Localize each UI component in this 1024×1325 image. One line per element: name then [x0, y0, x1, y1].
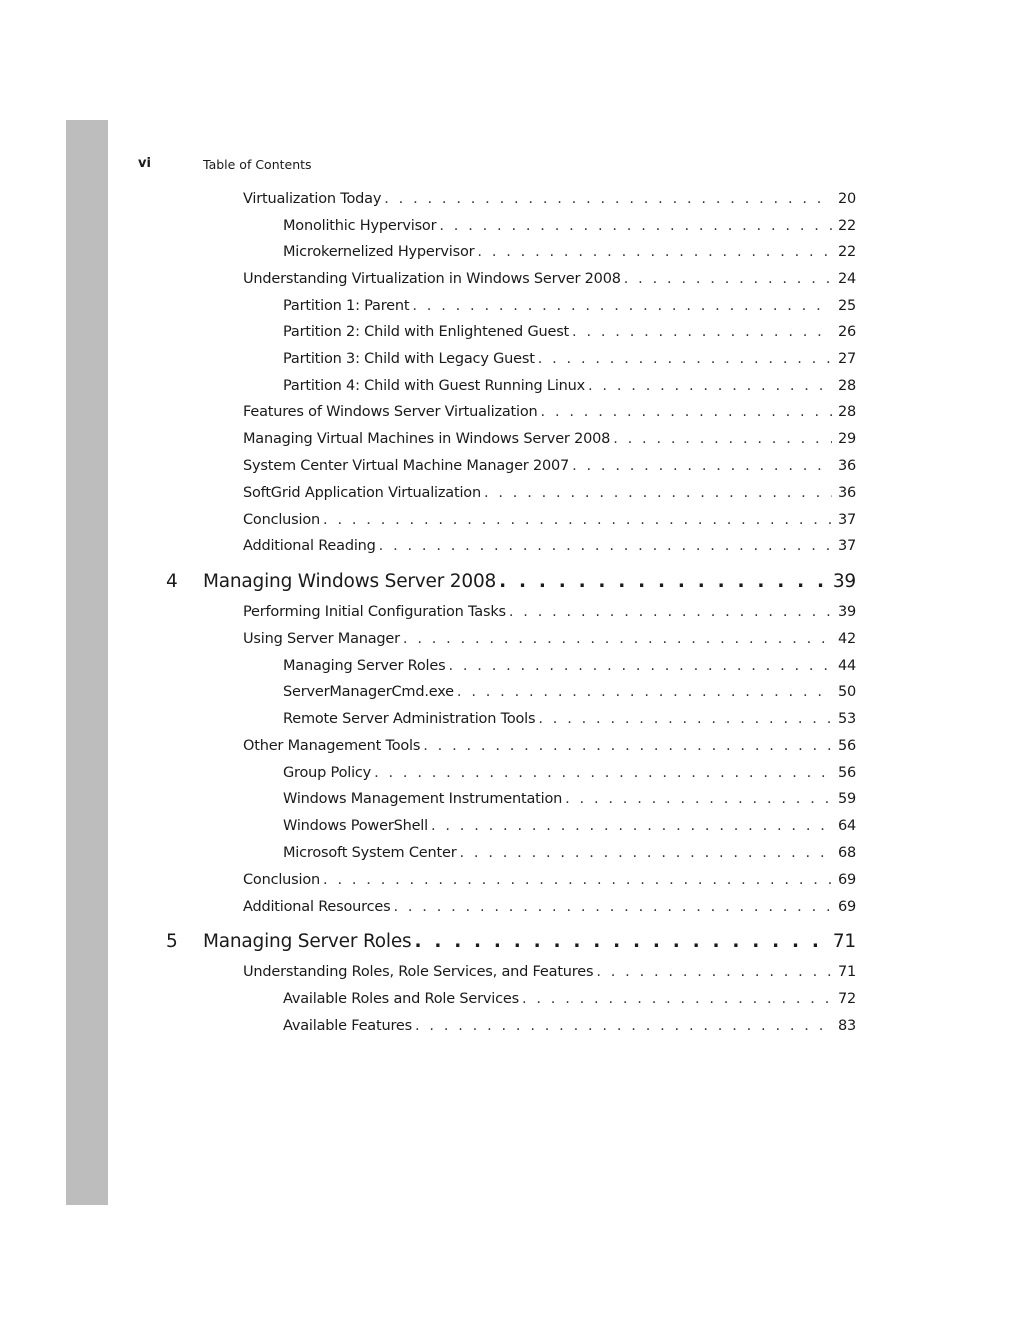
toc-entry-page: 22 [837, 218, 856, 234]
toc-entry[interactable] [243, 738, 856, 754]
dot-leader [448, 658, 831, 674]
dot-leader [522, 991, 832, 1007]
dot-leader [393, 899, 831, 915]
toc-entry[interactable] [283, 791, 856, 807]
dot-leader [499, 571, 825, 592]
toc-entry[interactable] [243, 964, 856, 980]
toc-entry[interactable] [283, 351, 856, 367]
toc-entry-title: Group Policy [283, 765, 372, 781]
dot-leader [323, 512, 832, 528]
toc-entry[interactable] [243, 631, 856, 647]
dot-leader [423, 738, 832, 754]
toc-entry-page: 69 [837, 872, 856, 888]
toc-entry[interactable] [283, 244, 856, 260]
toc-entry-page: 26 [837, 324, 856, 340]
toc-entry-title: Virtualization Today [243, 191, 382, 207]
toc-entry-title: Available Features [283, 1018, 412, 1034]
toc-entry-title: Available Roles and Role Services [283, 991, 519, 1007]
toc-entry-page: 27 [837, 351, 856, 367]
toc-entry[interactable] [243, 191, 856, 207]
toc-entry[interactable] [283, 684, 856, 700]
dot-leader [379, 538, 832, 554]
toc-entry-title: Partition 3: Child with Legacy Guest [283, 351, 535, 367]
toc-entry[interactable] [283, 991, 856, 1007]
dot-leader [374, 765, 832, 781]
running-head [0, 156, 1024, 176]
chapter-page: 39 [832, 571, 856, 592]
toc-entry-page: 24 [837, 271, 856, 287]
toc-entry[interactable] [243, 271, 856, 287]
toc-entry-title: Features of Windows Server Virtualization [243, 404, 538, 420]
toc-entry-page: 56 [837, 738, 856, 754]
toc-entry[interactable] [283, 218, 856, 234]
toc-entry[interactable] [283, 845, 856, 861]
toc-entry-page: 71 [837, 964, 856, 980]
toc-entry-page: 20 [837, 191, 856, 207]
toc-entry-page: 68 [837, 845, 856, 861]
dot-leader [538, 351, 832, 367]
dot-leader [588, 378, 832, 394]
toc-entry-title: Microkernelized Hypervisor [283, 244, 475, 260]
toc-entry-title: Understanding Virtualization in Windows Server 2008 [243, 271, 621, 287]
toc-entry-title: Windows PowerShell [283, 818, 428, 834]
toc-entry-page: 64 [837, 818, 856, 834]
toc-entry[interactable] [243, 404, 856, 420]
toc-entry-page: 59 [837, 791, 856, 807]
toc-entry-page: 37 [837, 512, 856, 528]
dot-leader [572, 324, 832, 340]
toc-entry-page: 56 [837, 765, 856, 781]
toc-entry[interactable] [243, 604, 856, 620]
toc-entry[interactable] [283, 711, 856, 727]
toc-entry-page: 50 [837, 684, 856, 700]
dot-leader [459, 845, 831, 861]
toc-entry-title: Managing Virtual Machines in Windows Server 2008 [243, 431, 611, 447]
toc-entry-title: Other Management Tools [243, 738, 421, 754]
dot-leader [412, 298, 832, 314]
chapter-number: 4 [166, 571, 178, 592]
toc-entry-page: 44 [837, 658, 856, 674]
toc-entry-title: System Center Virtual Machine Manager 2007 [243, 458, 570, 474]
toc-entry-page: 29 [837, 431, 856, 447]
dot-leader [414, 931, 824, 952]
dot-leader [596, 964, 832, 980]
chapter-title: Managing Windows Server 2008 [203, 571, 497, 592]
toc-chapter[interactable] [203, 931, 856, 952]
dot-leader [415, 1018, 832, 1034]
toc-entry[interactable] [283, 658, 856, 674]
dot-leader [484, 485, 832, 501]
toc-entry-page: 39 [837, 604, 856, 620]
toc-entry-page: 69 [837, 899, 856, 915]
chapter-page: 71 [832, 931, 856, 952]
dot-leader [439, 218, 832, 234]
toc-entry-page: 36 [837, 485, 856, 501]
dot-leader [541, 404, 832, 420]
toc-entry-title: Partition 2: Child with Enlightened Guest [283, 324, 570, 340]
toc-entry-title: Remote Server Administration Tools [283, 711, 536, 727]
toc-entry-page: 42 [837, 631, 856, 647]
toc-entry-title: Additional Reading [243, 538, 376, 554]
chapter-number: 5 [166, 931, 178, 952]
toc-entry-page: 25 [837, 298, 856, 314]
dot-leader [384, 191, 832, 207]
dot-leader [572, 458, 832, 474]
toc-entry[interactable] [243, 512, 856, 528]
toc-entry-title: Conclusion [243, 512, 321, 528]
dot-leader [613, 431, 832, 447]
dot-leader [457, 684, 832, 700]
toc-entry-title: Using Server Manager [243, 631, 400, 647]
toc-entry[interactable] [243, 538, 856, 554]
toc-entry[interactable] [243, 872, 856, 888]
toc-entry-title: SoftGrid Application Virtualization [243, 485, 481, 501]
dot-leader [477, 244, 832, 260]
chapter-title: Managing Server Roles [203, 931, 412, 952]
dot-leader [624, 271, 832, 287]
page-edge-bar [66, 120, 108, 1205]
page-number: vi [138, 156, 151, 171]
toc-entry[interactable] [243, 458, 856, 474]
toc-entry-title: Conclusion [243, 872, 321, 888]
toc-entry-page: 37 [837, 538, 856, 554]
toc-entry[interactable] [243, 485, 856, 501]
toc-entry-title: Understanding Roles, Role Services, and Features [243, 964, 594, 980]
toc-entry-title: Additional Resources [243, 899, 391, 915]
dot-leader [538, 711, 832, 727]
toc-entry-page: 72 [837, 991, 856, 1007]
toc-entry-page: 22 [837, 244, 856, 260]
dot-leader [509, 604, 832, 620]
toc-entry-title: Monolithic Hypervisor [283, 218, 437, 234]
running-head-title: Table of Contents [203, 157, 312, 172]
toc-entry[interactable] [243, 899, 856, 915]
dot-leader [431, 818, 832, 834]
toc-entry-page: 36 [837, 458, 856, 474]
toc-entry-title: Partition 4: Child with Guest Running Linux [283, 378, 586, 394]
toc-entry-title: Microsoft System Center [283, 845, 457, 861]
toc-entry[interactable] [243, 431, 856, 447]
toc-entry-page: 28 [837, 378, 856, 394]
dot-leader [565, 791, 832, 807]
toc-entry-page: 28 [837, 404, 856, 420]
toc-chapter[interactable] [203, 571, 856, 592]
toc-entry-title: Managing Server Roles [283, 658, 446, 674]
toc-entry-title: ServerManagerCmd.exe [283, 684, 454, 700]
toc-entry[interactable] [283, 1018, 856, 1034]
toc-entry-title: Windows Management Instrumentation [283, 791, 563, 807]
dot-leader [403, 631, 832, 647]
dot-leader [323, 872, 832, 888]
toc-entry[interactable] [283, 378, 856, 394]
toc-entry[interactable] [283, 324, 856, 340]
toc-entry-title: Partition 1: Parent [283, 298, 410, 314]
toc-entry-page: 83 [837, 1018, 856, 1034]
toc-entry-title: Performing Initial Configuration Tasks [243, 604, 506, 620]
toc-entry[interactable] [283, 298, 856, 314]
toc-entry[interactable] [283, 818, 856, 834]
toc-entry-page: 53 [837, 711, 856, 727]
toc-entry[interactable] [283, 765, 856, 781]
